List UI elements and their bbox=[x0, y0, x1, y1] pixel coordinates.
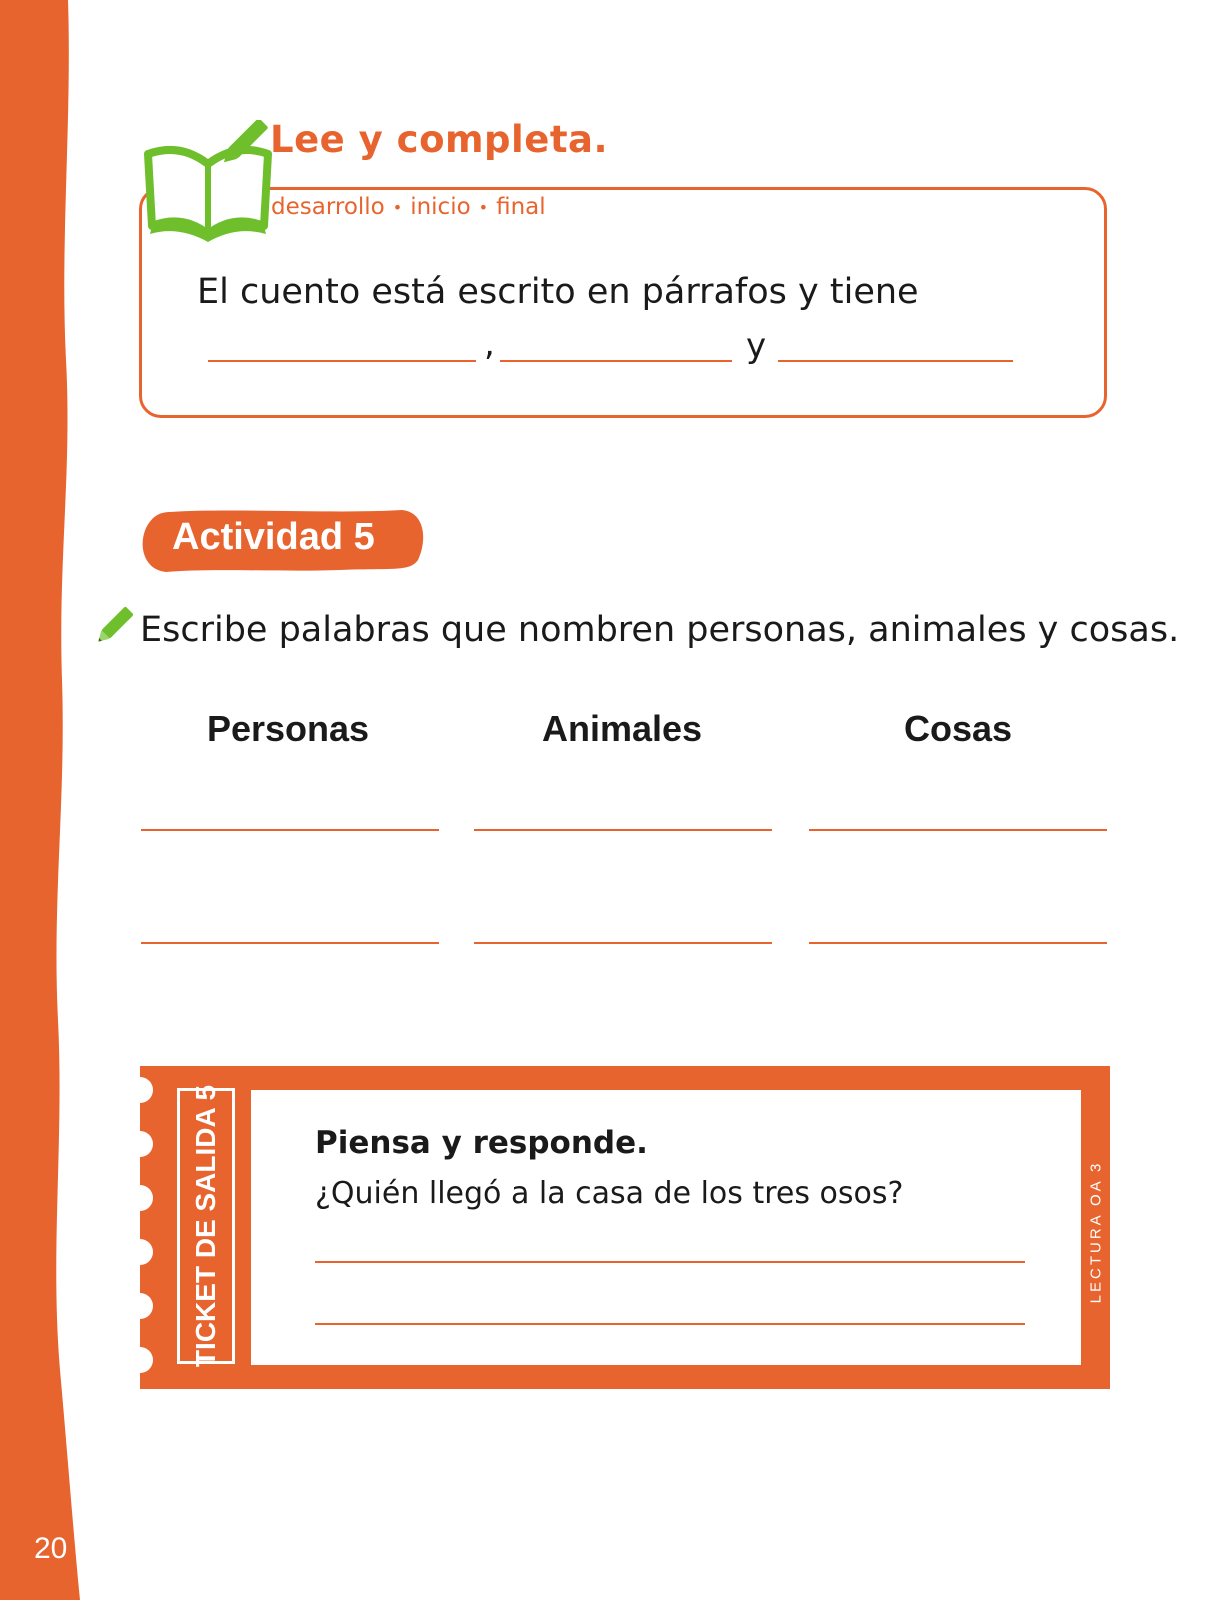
comma-separator: , bbox=[484, 324, 495, 364]
and-separator: y bbox=[746, 326, 767, 366]
answer-blank[interactable] bbox=[208, 360, 476, 362]
word-bank-item: desarrollo bbox=[271, 194, 385, 220]
side-band-decoration bbox=[0, 0, 130, 1600]
personas-line[interactable] bbox=[141, 829, 439, 831]
section-title: Lee y completa. bbox=[270, 118, 609, 161]
ticket-side-label: TICKET DE SALIDA 5 bbox=[190, 1084, 221, 1368]
activity-instruction: Escribe palabras que nombren personas, animales y cosas. bbox=[140, 610, 1180, 650]
ticket-question: ¿Quién llegó a la casa de los tres osos? bbox=[315, 1176, 904, 1211]
answer-blank[interactable] bbox=[500, 360, 732, 362]
activity-label: Actividad 5 bbox=[172, 516, 375, 558]
cosas-line[interactable] bbox=[809, 829, 1107, 831]
bullet-dot: • bbox=[392, 198, 403, 217]
answer-blank[interactable] bbox=[778, 360, 1013, 362]
ticket-right-label: LECTURA OA 3 bbox=[1087, 1160, 1105, 1304]
pencil-icon bbox=[92, 604, 136, 648]
ticket-title: Piensa y responde. bbox=[315, 1125, 648, 1161]
ticket-answer-line[interactable] bbox=[315, 1261, 1025, 1263]
word-bank-item: final bbox=[496, 194, 546, 220]
bullet-dot: • bbox=[478, 198, 489, 217]
completa-sentence: El cuento está escrito en párrafos y tiene bbox=[197, 272, 919, 312]
animales-line[interactable] bbox=[474, 942, 772, 944]
book-pencil-icon bbox=[140, 120, 280, 250]
cosas-line[interactable] bbox=[809, 942, 1107, 944]
word-bank-item: inicio bbox=[410, 194, 471, 220]
ticket-answer-line[interactable] bbox=[315, 1323, 1025, 1325]
column-header-animales: Animales bbox=[541, 708, 703, 749]
animales-line[interactable] bbox=[474, 829, 772, 831]
page-number: 20 bbox=[34, 1532, 68, 1565]
column-header-cosas: Cosas bbox=[903, 708, 1013, 749]
word-bank bbox=[271, 194, 546, 220]
column-header-personas: Personas bbox=[206, 708, 370, 749]
personas-line[interactable] bbox=[141, 942, 439, 944]
